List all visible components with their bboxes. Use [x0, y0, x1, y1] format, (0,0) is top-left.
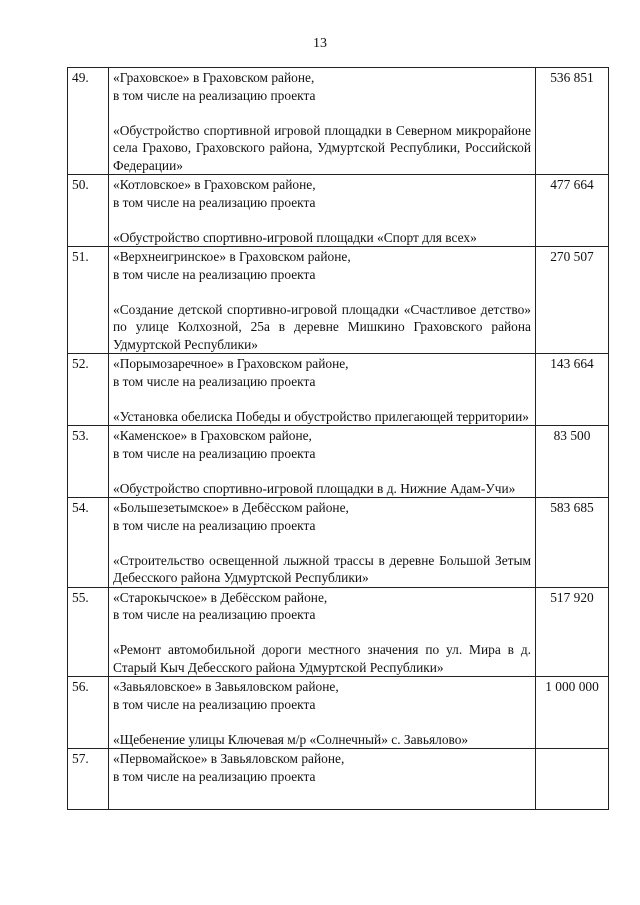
project-title: «Создание детской спортивно-игровой площадки «Счастливое детство» по улице Колхозной, 25а в деревне Мишкино Граховского района Удмуртской Республики»	[113, 301, 531, 352]
row-number: 52.	[68, 354, 109, 426]
row-amount: 143 664	[536, 354, 609, 426]
project-intro: в том числе на реализацию проекта	[113, 87, 316, 103]
project-intro: в том числе на реализацию проекта	[113, 517, 316, 533]
row-amount: 477 664	[536, 175, 609, 247]
row-description	[109, 354, 536, 426]
project-intro: в том числе на реализацию проекта	[113, 445, 316, 461]
row-number: 57.	[68, 749, 109, 810]
municipality-name: «Верхнеигринское» в Граховском районе,	[113, 249, 351, 264]
row-number: 49.	[68, 68, 109, 175]
table-row	[68, 247, 609, 354]
project-intro: в том числе на реализацию проекта	[113, 194, 316, 210]
row-amount	[536, 749, 609, 810]
project-title: «Обустройство спортивно-игровой площадки «Спорт для всех»	[113, 229, 477, 245]
table-row	[68, 587, 609, 677]
project-title: «Обустройство спортивной игровой площадки в Северном микрорайоне села Грахово, Граховского района, Удмуртской Республики, Российской Федерации»	[113, 122, 531, 173]
table-row	[68, 498, 609, 588]
row-amount: 583 685	[536, 498, 609, 588]
row-number: 56.	[68, 677, 109, 749]
municipality-name: «Каменское» в Граховском районе,	[113, 428, 312, 443]
row-amount: 83 500	[536, 426, 609, 498]
project-title: «Ремонт автомобильной дороги местного значения по ул. Мира в д. Старый Кыч Дебесского района Удмуртской Республики»	[113, 642, 531, 675]
table-row	[68, 68, 609, 175]
row-description	[109, 175, 536, 247]
municipality-name: «Старокычское» в Дебёсском районе,	[113, 589, 328, 605]
project-title: «Щебенение улицы Ключевая м/р «Солнечный» с. Завьялово»	[113, 731, 469, 747]
municipality-name: «Граховское» в Граховском районе,	[113, 70, 315, 85]
project-title: «Установка обелиска Победы и обустройство прилегающей территории»	[113, 408, 529, 424]
project-intro: в том числе на реализацию проекта	[113, 768, 316, 784]
municipality-name: «Первомайское» в Завьяловском районе,	[113, 751, 345, 766]
table-row	[68, 677, 609, 749]
row-number: 51.	[68, 247, 109, 354]
project-title: «Обустройство спортивно-игровой площадки в д. Нижние Адам-Учи»	[113, 480, 516, 496]
page-number: 13	[313, 36, 327, 51]
table-row	[68, 354, 609, 426]
row-number: 55.	[68, 587, 109, 677]
table-row	[68, 175, 609, 247]
project-intro: в том числе на реализацию проекта	[113, 373, 316, 389]
row-amount: 517 920	[536, 587, 609, 677]
row-number: 50.	[68, 175, 109, 247]
municipality-name: «Порымозаречное» в Граховском районе,	[113, 356, 349, 371]
row-number: 54.	[68, 498, 109, 588]
row-description	[109, 749, 536, 810]
municipality-funding-table	[67, 67, 609, 810]
table-row	[68, 749, 609, 810]
municipality-name: «Завьяловское» в Завьяловском районе,	[113, 679, 339, 694]
row-description	[109, 677, 536, 749]
project-intro: в том числе на реализацию проекта	[113, 696, 316, 712]
project-intro: в том числе на реализацию проекта	[113, 266, 316, 282]
row-amount: 1 000 000	[536, 677, 609, 749]
project-intro: в том числе на реализацию проекта	[113, 607, 316, 622]
row-amount: 536 851	[536, 68, 609, 175]
row-description	[109, 247, 536, 354]
municipality-name: «Большезетымское» в Дебёсском районе,	[113, 500, 349, 515]
row-amount: 270 507	[536, 247, 609, 354]
municipality-name: «Котловское» в Граховском районе,	[113, 177, 316, 192]
row-description	[109, 587, 536, 677]
row-number: 53.	[68, 426, 109, 498]
row-description	[109, 68, 536, 175]
row-description	[109, 498, 536, 588]
project-title: «Строительство освещенной лыжной трассы в деревне Большой Зетым Дебесского района Удмуртской Республики»	[113, 552, 531, 585]
row-description	[109, 426, 536, 498]
table-row	[68, 426, 609, 498]
